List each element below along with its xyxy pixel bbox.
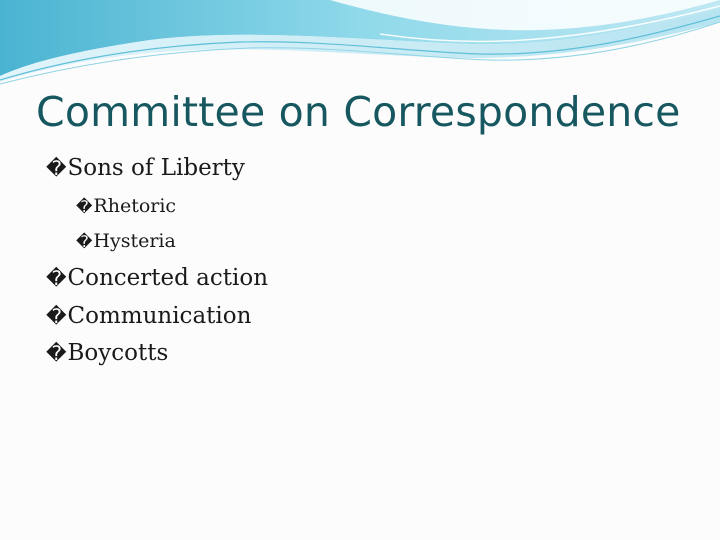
bullet-text: Rhetoric	[93, 195, 177, 217]
bullet-marker-icon: �	[46, 156, 67, 180]
bullet-marker-icon: �	[76, 197, 93, 216]
bullet-text: Boycotts	[67, 340, 169, 366]
list-item	[46, 340, 686, 378]
bullet-marker-icon: �	[76, 232, 93, 251]
bullet-list	[46, 155, 686, 378]
header-wave-decoration	[0, 0, 720, 90]
bullet-marker-icon: �	[46, 303, 67, 328]
bullet-marker-icon: �	[46, 341, 67, 365]
bullet-marker-icon: �	[46, 266, 67, 290]
bullet-text: Sons of Liberty	[67, 155, 245, 181]
list-item	[46, 195, 686, 230]
list-item	[46, 303, 686, 341]
slide-title: Committee on Correspondence	[36, 88, 681, 136]
list-item	[46, 230, 686, 265]
list-item	[46, 265, 686, 303]
bullet-text: Hysteria	[93, 230, 176, 252]
list-item	[46, 155, 686, 195]
bullet-text: Communication	[67, 302, 252, 329]
bullet-text: Concerted action	[67, 265, 269, 291]
